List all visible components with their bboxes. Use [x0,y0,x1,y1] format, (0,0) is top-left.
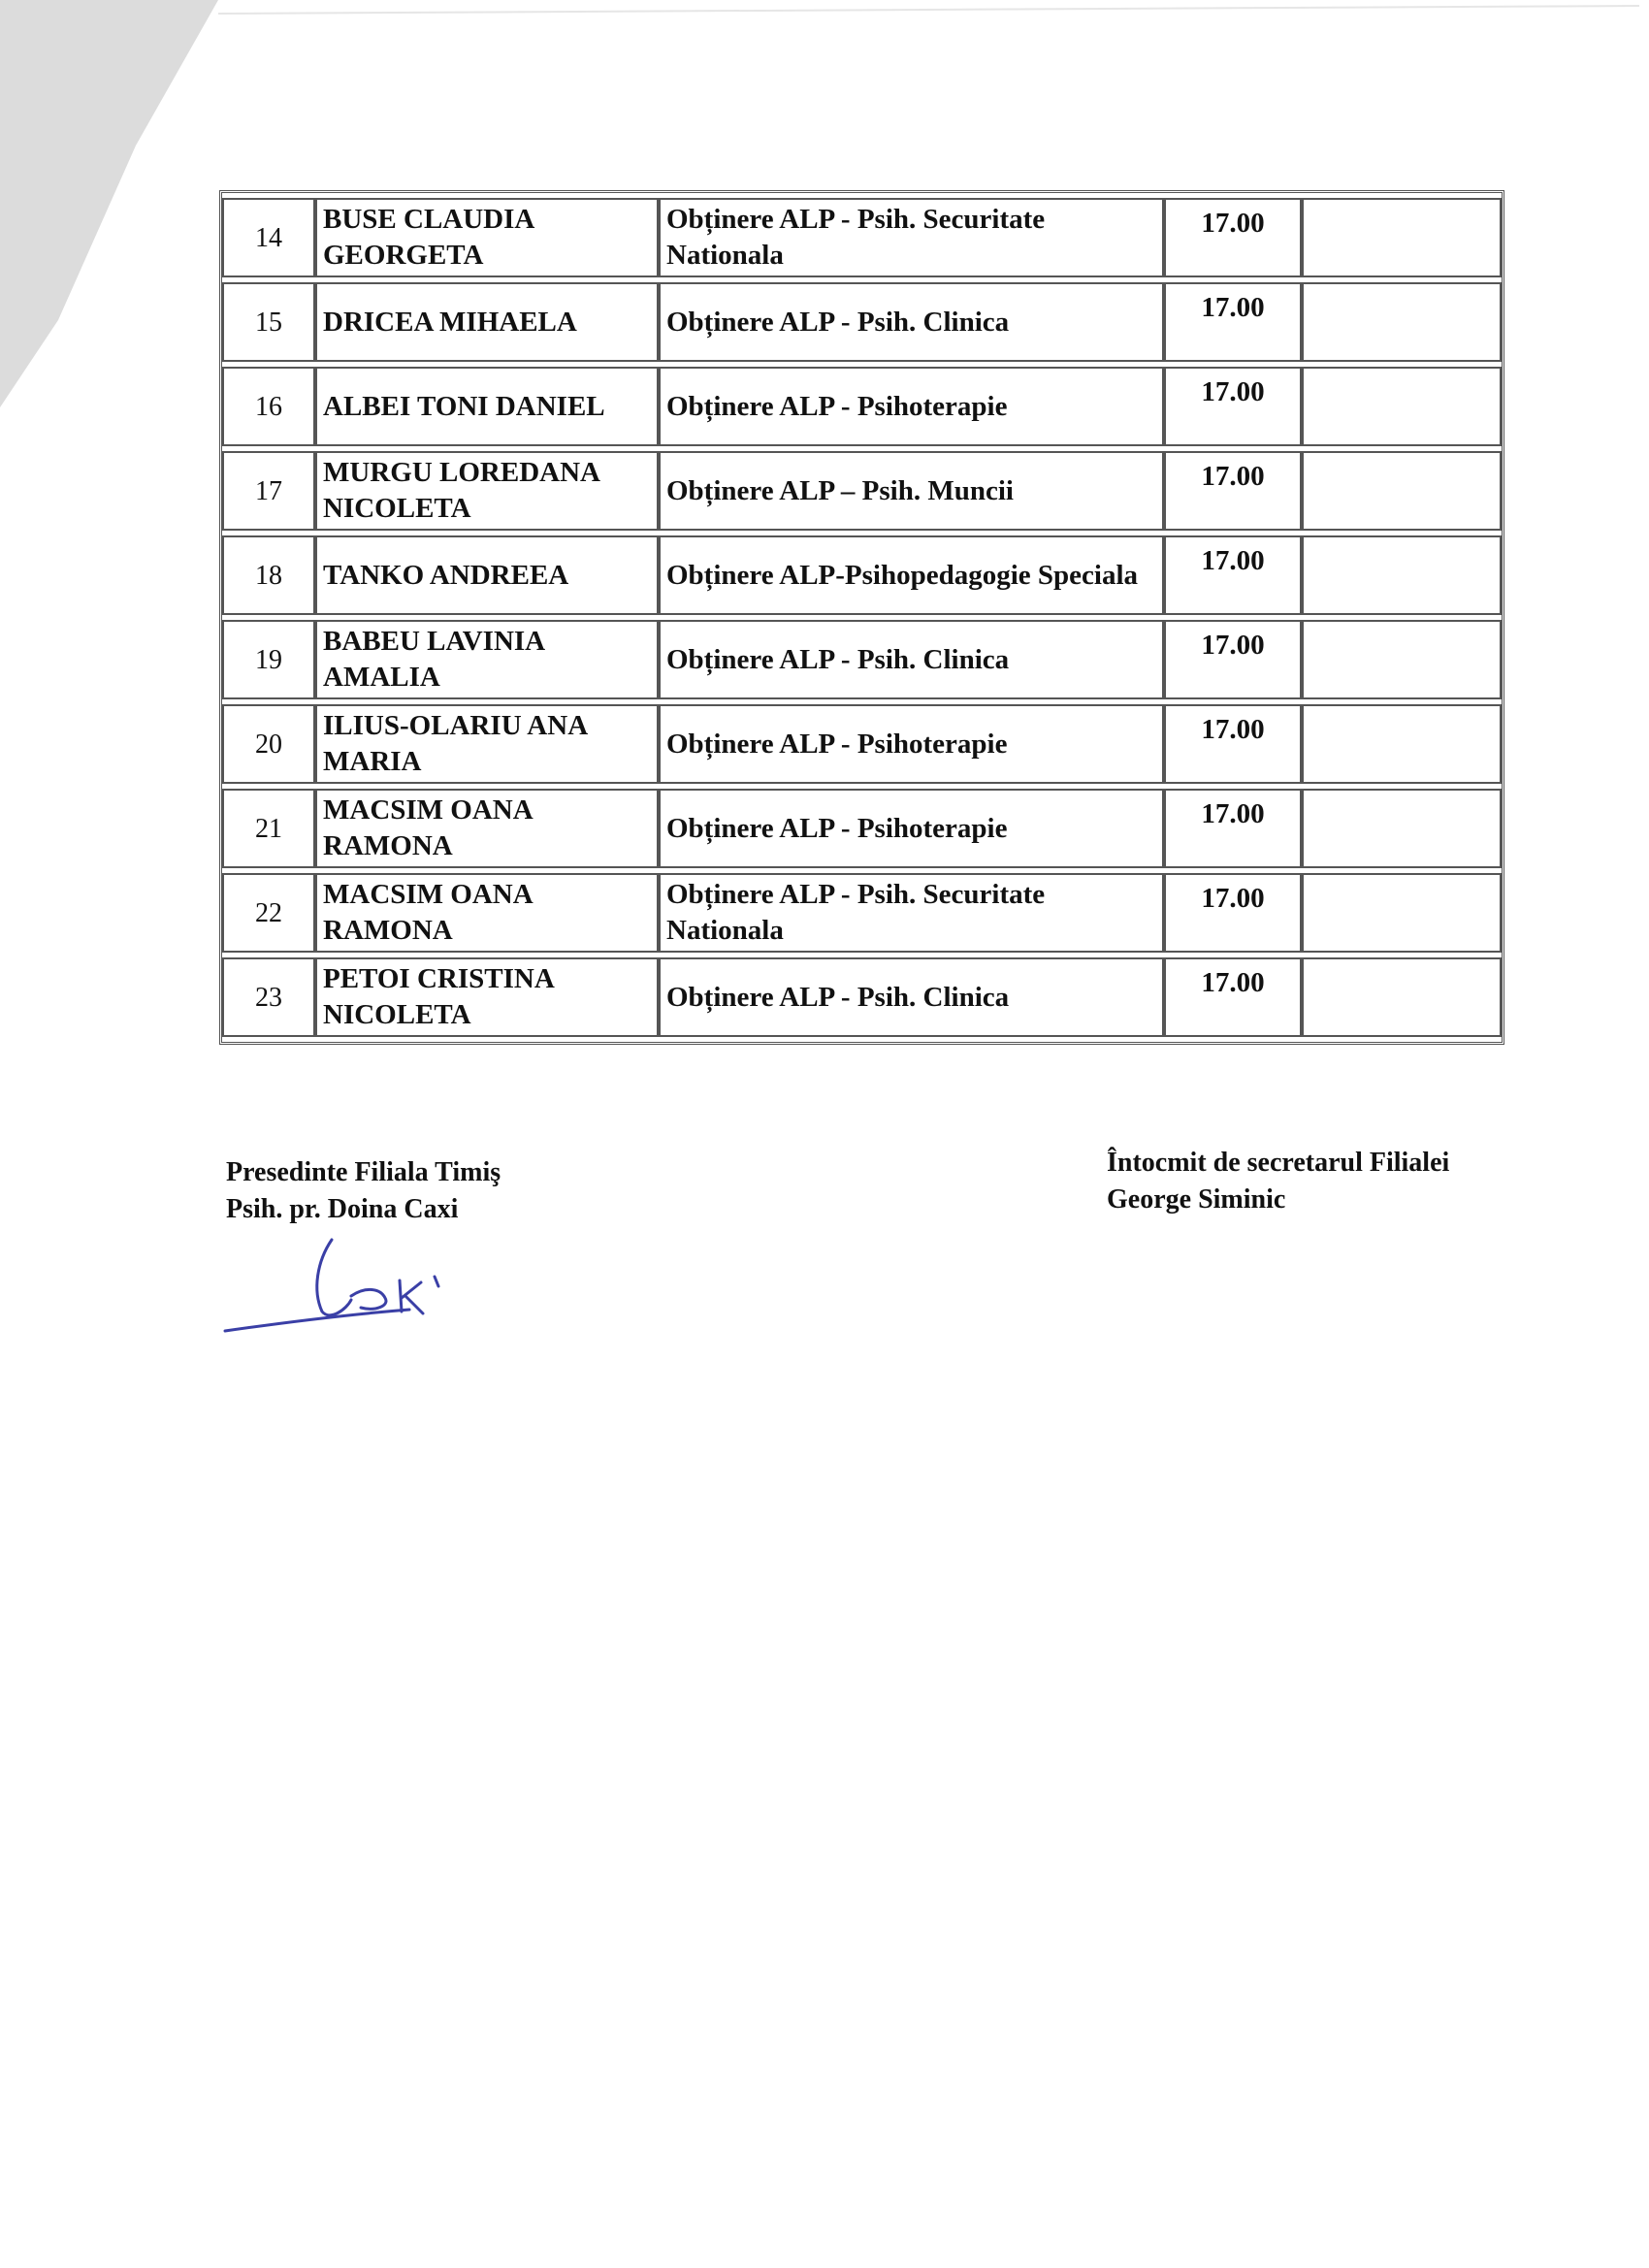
request-type: Obținere ALP - Psih. Securitate Nationala [659,873,1164,953]
exam-hour: 17.00 [1164,451,1302,531]
exam-hour: 17.00 [1164,198,1302,277]
row-number: 15 [222,282,315,362]
request-type: Obținere ALP - Psihoterapie [659,704,1164,784]
applicant-name: BABEU LAVINIA AMALIA [315,620,659,699]
request-type: Obținere ALP-Psihopedagogie Speciala [659,535,1164,615]
table-body [222,198,1502,1037]
row-number: 22 [222,873,315,953]
exam-hour: 17.00 [1164,367,1302,446]
request-type: Obținere ALP - Psihoterapie [659,367,1164,446]
exam-hour: 17.00 [1164,282,1302,362]
row-number: 18 [222,535,315,615]
president-signature-block [226,1154,501,1228]
president-name: Psih. pr. Doina Caxi [226,1194,459,1224]
empty-cell [1302,198,1502,277]
exam-hour: 17.00 [1164,620,1302,699]
row-number: 17 [222,451,315,531]
exam-hour: 17.00 [1164,789,1302,868]
secretary-title: Întocmit de secretarul Filialei [1107,1148,1450,1178]
request-type: Obținere ALP - Psih. Securitate Nationala [659,198,1164,277]
applicant-name: ILIUS-OLARIU ANA MARIA [315,704,659,784]
secretary-signature-block [1107,1145,1449,1218]
exam-hour: 17.00 [1164,873,1302,953]
empty-cell [1302,620,1502,699]
row-number: 21 [222,789,315,868]
empty-cell [1302,535,1502,615]
applicant-name: PETOI CRISTINA NICOLETA [315,957,659,1037]
request-type: Obținere ALP - Psih. Clinica [659,957,1164,1037]
table-row [222,451,1502,531]
applicant-name: MACSIM OANA RAMONA [315,873,659,953]
table-row [222,789,1502,868]
row-number: 19 [222,620,315,699]
empty-cell [1302,789,1502,868]
table-row [222,957,1502,1037]
empty-cell [1302,367,1502,446]
empty-cell [1302,873,1502,953]
applicant-name: ALBEI TONI DANIEL [315,367,659,446]
empty-cell [1302,957,1502,1037]
applicant-name: MACSIM OANA RAMONA [315,789,659,868]
applicant-name: MURGU LOREDANA NICOLETA [315,451,659,531]
table-row [222,620,1502,699]
president-title: Presedinte Filiala Timiş [226,1157,501,1187]
applicant-name: DRICEA MIHAELA [315,282,659,362]
row-number: 14 [222,198,315,277]
table-row [222,704,1502,784]
secretary-name: George Siminic [1107,1184,1286,1215]
request-type: Obținere ALP – Psih. Muncii [659,451,1164,531]
empty-cell [1302,704,1502,784]
applicant-name: BUSE CLAUDIA GEORGETA [315,198,659,277]
row-number: 23 [222,957,315,1037]
handwritten-signature [215,1232,468,1339]
exam-hour: 17.00 [1164,957,1302,1037]
empty-cell [1302,451,1502,531]
applicants-table [219,190,1504,1045]
applicant-name: TANKO ANDREEA [315,535,659,615]
row-number: 16 [222,367,315,446]
request-type: Obținere ALP - Psih. Clinica [659,282,1164,362]
empty-cell [1302,282,1502,362]
row-number: 20 [222,704,315,784]
table-row [222,873,1502,953]
exam-hour: 17.00 [1164,704,1302,784]
request-type: Obținere ALP - Psihoterapie [659,789,1164,868]
table-row [222,198,1502,277]
table-row [222,367,1502,446]
table-row [222,535,1502,615]
table-row [222,282,1502,362]
request-type: Obținere ALP - Psih. Clinica [659,620,1164,699]
exam-hour: 17.00 [1164,535,1302,615]
